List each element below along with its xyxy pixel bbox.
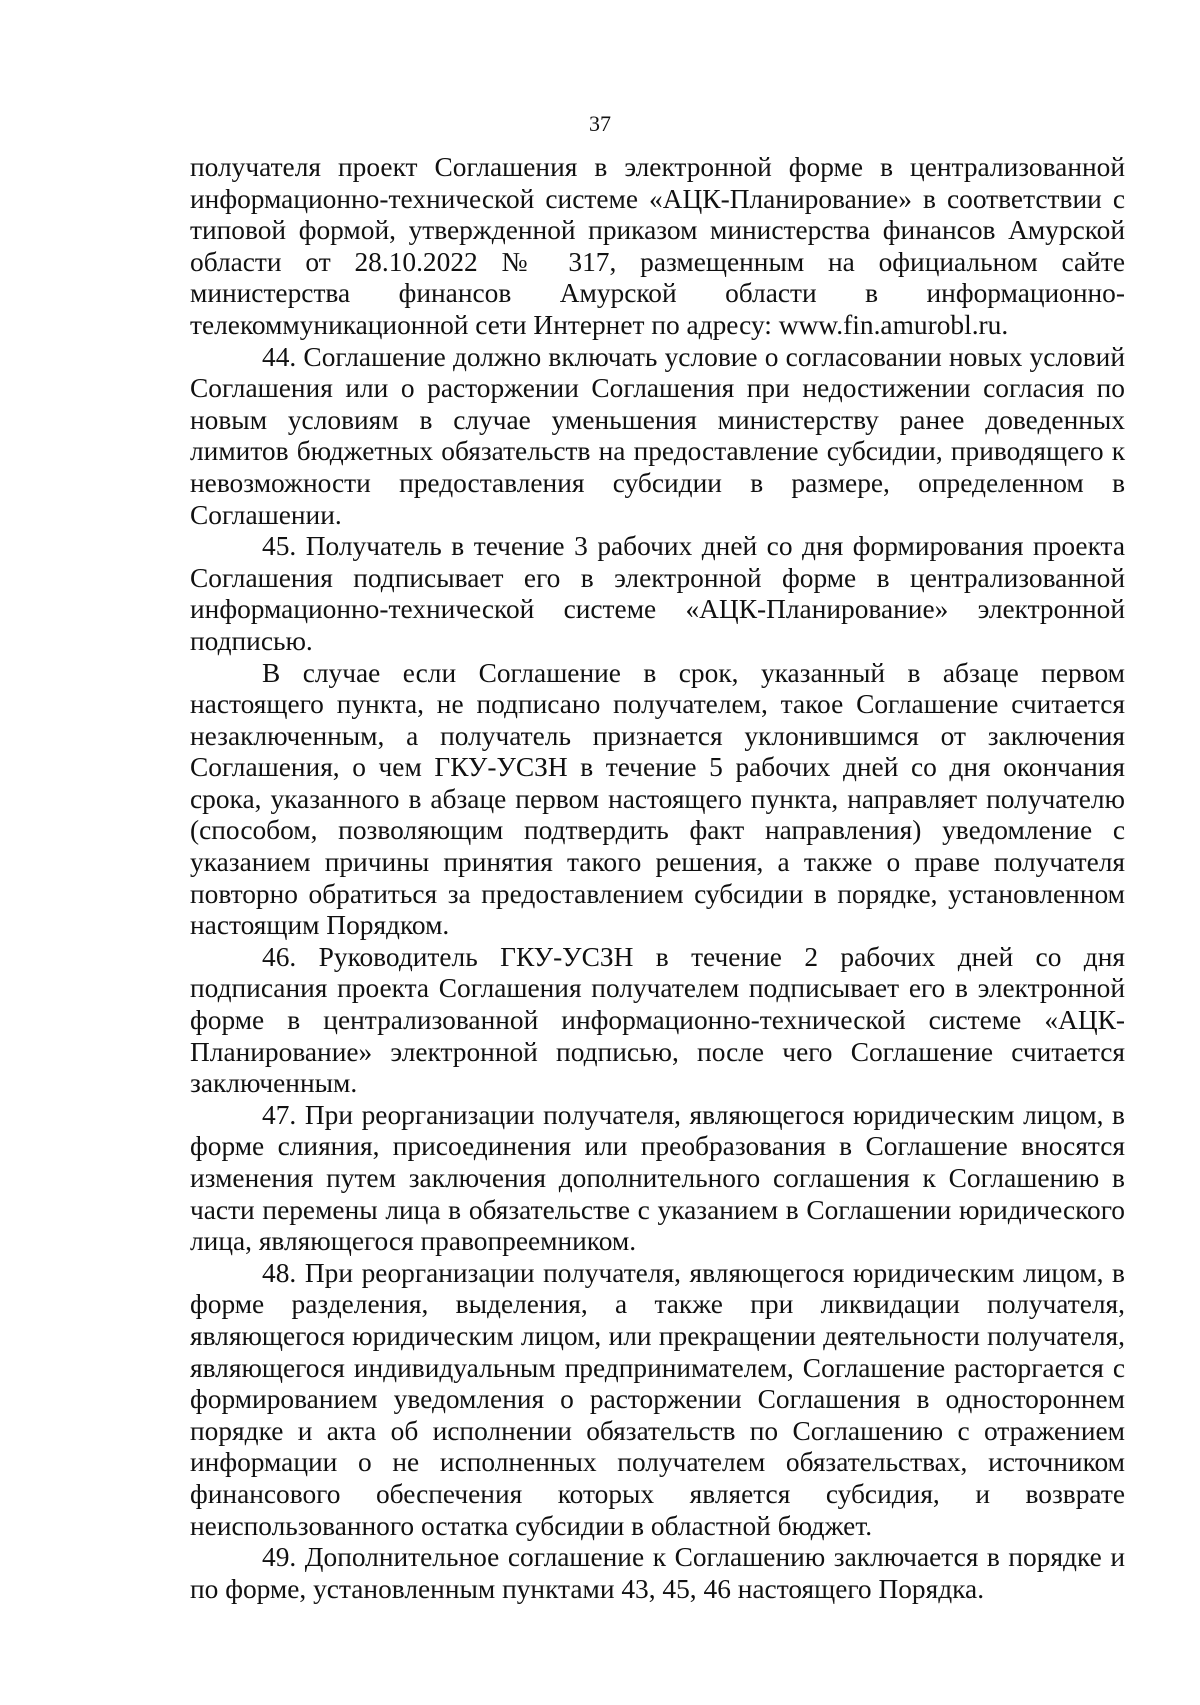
document-body xyxy=(190,152,1125,1605)
paragraph-45-second-abzac: В случае если Соглашение в срок, указанный в абзаце первом настоящего пункта, не подписано получателем, такое Соглашение считается незаключенным, а получатель признается уклонившимся от заключения Соглашения, о чем ГКУ-УСЗН в течение 5 рабочих дней со дня окончания срока, указанного в абзаце первом настоящего пункта, направляет получателю (способом, позволяющим подтвердить факт направления) уведомление с указанием причины принятия такого решения, а также о праве получателя повторно обратиться за предоставлением субсидии в порядке, установленном настоящим Порядком. xyxy=(190,657,1125,941)
paragraph-43-continuation: получателя проект Соглашения в электронной форме в централизованной информационно-технической системе «АЦК-Планирование» в соответствии с типовой формой, утвержденной приказом министерства финансов Амурской области от 28.10.2022 № 317, размещенным на официальном сайте министерства финансов Амурской области в информационно-телекоммуникационной сети Интернет по адресу: www.fin.amurobl.ru. xyxy=(190,152,1125,340)
paragraph-47: 47. При реорганизации получателя, являющегося юридическим лицом, в форме слияния, присоединения или преобразования в Соглашение вносятся изменения путем заключения дополнительного соглашения к Соглашению в части перемены лица в обязательстве с указанием в Соглашении юридического лица, являющегося правопреемником. xyxy=(190,1099,1125,1257)
paragraph-46: 46. Руководитель ГКУ-УСЗН в течение 2 рабочих дней со дня подписания проекта Соглашения получателем подписывает его в электронной форме в централизованной информационно-технической системе «АЦК-Планирование» электронной подписью, после чего Соглашение считается заключенным. xyxy=(190,941,1125,1099)
paragraph-49: 49. Дополнительное соглашение к Соглашению заключается в порядке и по форме, установленным пунктами 43, 45, 46 настоящего Порядка. xyxy=(190,1542,1125,1604)
paragraph-44: 44. Соглашение должно включать условие о согласовании новых условий Соглашения или о расторжении Соглашения при недостижении согласия по новым условиям в случае уменьшения министерству ранее доведенных лимитов бюджетных обязательств на предоставление субсидии, приводящего к невозможности предоставления субсидии в размере, определенном в Соглашении. xyxy=(190,341,1125,530)
paragraph-48: 48. При реорганизации получателя, являющегося юридическим лицом, в форме разделения, выделения, а также при ликвидации получателя, являющегося юридическим лицом, или прекращении деятельности получателя, являющегося индивидуальным предпринимателем, Соглашение расторгается с формированием уведомления о расторжении Соглашения в одностороннем порядке и акта об исполнении обязательств по Соглашению с отражением информации о не исполненных получателем обязательствах, источником финансового обеспечения которых является субсидия, и возврате неиспользованного остатка субсидии в областной бюджет. xyxy=(190,1257,1125,1541)
paragraph-45: 45. Получатель в течение 3 рабочих дней со дня формирования проекта Соглашения подписывает его в электронной форме в централизованной информационно-технической системе «АЦК-Планирование» электронной подписью. xyxy=(190,531,1125,656)
page-number: 37 xyxy=(589,111,611,136)
